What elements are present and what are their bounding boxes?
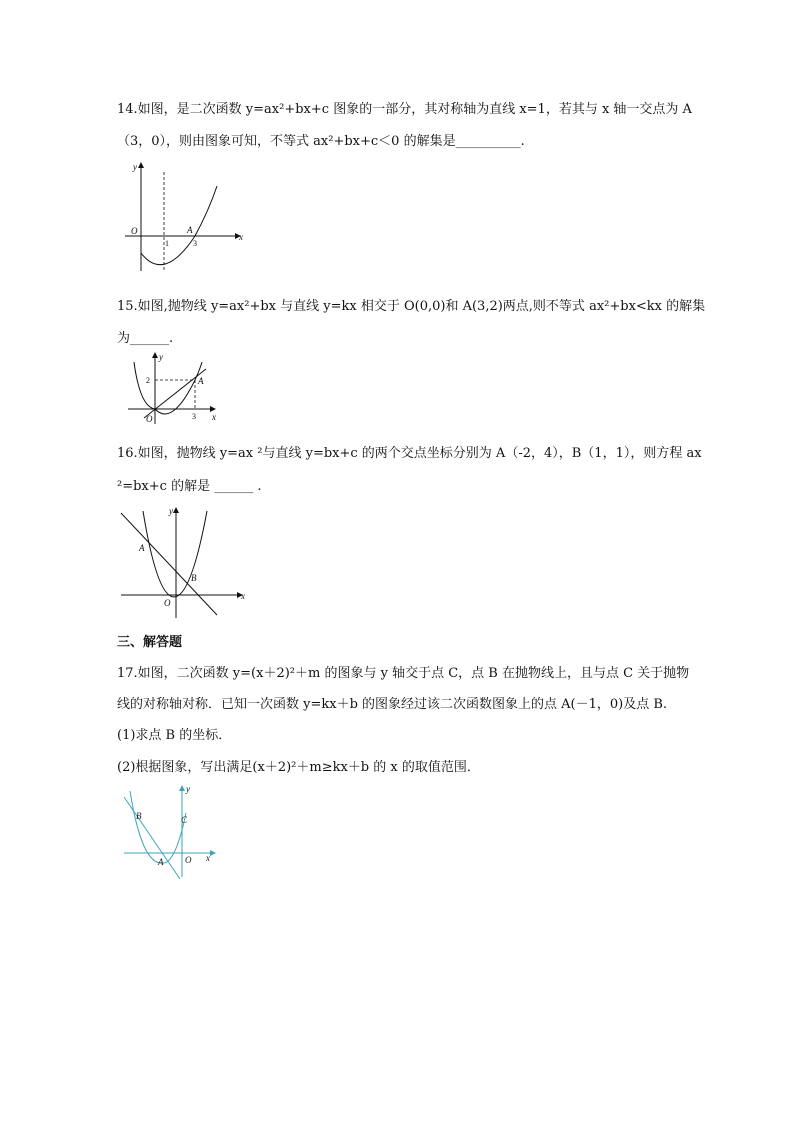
q16-y-arrow [173,507,179,513]
q16-parabola [143,511,207,597]
q17-label-c: C [181,815,188,825]
q17-x-arrow [210,850,216,856]
q16-label-o: O [164,598,171,608]
q15-label-x: x [212,412,216,422]
q16-label-b: B [191,573,197,583]
q17-parabola [130,791,186,863]
q15-label-a: A [198,376,204,386]
q14-text-line1: 14.如图，是二次函数 y=ax²+bx+c 图象的一部分，其对称轴为直线 x=1，若其与 x 轴一交点为 A [117,102,692,117]
q15-label-2: 2 [146,376,150,385]
q14-y-arrow [138,162,144,168]
q15-label-o: O [146,414,153,424]
q16-text-line2: ²=bx+c 的解是 ______ . [117,479,262,494]
q16-label-y: y [169,506,173,516]
q17-line [124,797,180,879]
q14-parabola [141,186,217,265]
q17-text-line4: (2)根据图象，写出满足(x＋2)²＋m≥kx＋b 的 x 的取值范围． [117,760,480,775]
q17-label-o: O [185,855,192,865]
q17-text-line3: (1)求点 B 的坐标． [117,728,232,743]
q15-label-y: y [159,352,163,362]
q14-label-y: y [133,162,137,172]
q14-text-line2: （3，0），则由图象可知，不等式 ax²+bx+c＜0 的解集是__________. [117,134,525,149]
q15-text-line2: 为______. [117,331,174,346]
q14-figure [117,158,247,273]
q17-y-arrow [179,785,185,791]
q17-label-b: B [136,811,142,821]
q16-label-a: A [139,543,145,553]
section-title: 三、解答题 [117,635,183,650]
q14-label-o: O [131,226,138,236]
q16-text-line1: 16.如图，抛物线 y=ax ²与直线 y=bx+c 的两个交点坐标分别为 A（-2，4），B（1，1），则方程 ax [117,446,702,461]
q14-label-1: 1 [165,239,169,248]
q15-figure [122,352,232,427]
q14-label-x: x [239,232,243,242]
q15-label-3: 3 [192,412,196,421]
q17-text-line1: 17.如图，二次函数 y=(x＋2)²＋m 的图象与 y 轴交于点 C，点 B 在抛物线上，且与点 C 关于抛物 [117,666,690,681]
q16-figure [117,505,252,620]
q15-text-line1: 15.如图,抛物线 y=ax²+bx 与直线 y=kx 相交于 O(0,0)和 A(3,2)两点,则不等式 ax²+bx<kx 的解集 [117,299,706,314]
q17-text-line2: 线的对称轴对称．已知一次函数 y=kx＋b 的图象经过该二次函数图象上的点 A(－1，0)及点 B. [117,697,668,712]
q17-label-y: y [186,784,190,794]
q16-label-x: x [241,591,245,601]
q14-label-3: 3 [193,239,197,248]
q17-label-a: A [158,857,164,867]
q15-y-arrow [152,352,158,358]
q15-parabola [134,362,202,414]
q17-figure [118,783,228,883]
q17-label-x: x [206,853,210,863]
q14-label-a: A [187,225,193,235]
